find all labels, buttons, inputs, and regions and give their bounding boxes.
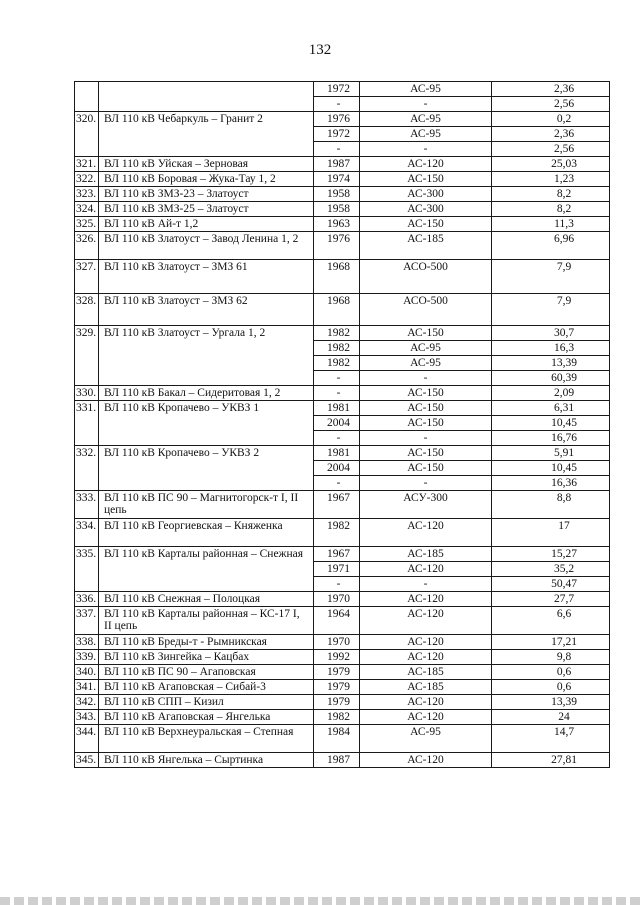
table-row <box>75 82 610 97</box>
wire-brand: АС-95 <box>360 725 492 753</box>
commission-year: 1976 <box>314 232 360 260</box>
commission-year: 1964 <box>314 607 360 635</box>
commission-year: 1987 <box>314 753 360 768</box>
wire-brand: АСО-500 <box>360 260 492 294</box>
wire-brand: АС-150 <box>360 446 492 461</box>
row-number: 333. <box>75 491 99 519</box>
wire-brand: АС-150 <box>360 172 492 187</box>
table-row <box>75 695 610 710</box>
line-name: ВЛ 110 кВ Снежная – Полоцкая <box>99 592 314 607</box>
wire-brand: АС-185 <box>360 232 492 260</box>
line-length: 50,47 <box>492 577 610 592</box>
line-length: 0,6 <box>492 680 610 695</box>
commission-year: 1967 <box>314 491 360 519</box>
commission-year: 1982 <box>314 356 360 371</box>
wire-brand: АС-150 <box>360 401 492 416</box>
row-number: 327. <box>75 260 99 294</box>
commission-year: 1982 <box>314 326 360 341</box>
wire-brand: АС-120 <box>360 635 492 650</box>
table-row <box>75 232 610 260</box>
line-length: 2,36 <box>492 82 610 97</box>
commission-year: 1972 <box>314 127 360 142</box>
line-name: ВЛ 110 кВ ЗМЗ-25 – Златоуст <box>99 202 314 217</box>
line-length: 9,8 <box>492 650 610 665</box>
table-row <box>75 386 610 401</box>
wire-brand: - <box>360 97 492 112</box>
wire-brand: АС-120 <box>360 592 492 607</box>
table-row <box>75 326 610 341</box>
wire-brand: - <box>360 431 492 446</box>
commission-year: 1982 <box>314 519 360 547</box>
line-length: 0,2 <box>492 112 610 127</box>
row-number: 336. <box>75 592 99 607</box>
commission-year: 1958 <box>314 202 360 217</box>
wire-brand: - <box>360 476 492 491</box>
line-name: ВЛ 110 кВ Кропачево – УКВЗ 1 <box>99 401 314 446</box>
commission-year: 1963 <box>314 217 360 232</box>
wire-brand: АС-95 <box>360 112 492 127</box>
wire-brand: АС-120 <box>360 519 492 547</box>
wire-brand: АС-95 <box>360 127 492 142</box>
row-number: 341. <box>75 680 99 695</box>
wire-brand: АС-185 <box>360 665 492 680</box>
line-length: 6,31 <box>492 401 610 416</box>
line-length: 8,2 <box>492 202 610 217</box>
row-number: 345. <box>75 753 99 768</box>
line-length: 27,81 <box>492 753 610 768</box>
line-name: ВЛ 110 кВ Агаповская – Сибай-3 <box>99 680 314 695</box>
table-row <box>75 665 610 680</box>
table-row <box>75 519 610 547</box>
commission-year: 1976 <box>314 112 360 127</box>
row-number: 331. <box>75 401 99 446</box>
line-name: ВЛ 110 кВ Георгиевская – Княженка <box>99 519 314 547</box>
line-length: 27,7 <box>492 592 610 607</box>
wire-brand: АС-150 <box>360 461 492 476</box>
wire-brand: АС-150 <box>360 386 492 401</box>
row-number: 325. <box>75 217 99 232</box>
wire-brand: АС-300 <box>360 187 492 202</box>
commission-year: 2004 <box>314 461 360 476</box>
row-number: 340. <box>75 665 99 680</box>
line-length: 16,3 <box>492 341 610 356</box>
wire-brand: АС-120 <box>360 650 492 665</box>
commission-year: 1987 <box>314 157 360 172</box>
line-length: 2,36 <box>492 127 610 142</box>
line-length: 7,9 <box>492 260 610 294</box>
line-name: ВЛ 110 кВ СПП – Кизил <box>99 695 314 710</box>
row-number: 328. <box>75 294 99 326</box>
line-length: 8,2 <box>492 187 610 202</box>
row-number: 337. <box>75 607 99 635</box>
table-row <box>75 607 610 635</box>
commission-year: - <box>314 97 360 112</box>
row-number: 324. <box>75 202 99 217</box>
table-row <box>75 112 610 127</box>
line-length: 6,6 <box>492 607 610 635</box>
commission-year: 1982 <box>314 710 360 725</box>
line-length: 5,91 <box>492 446 610 461</box>
row-number: 335. <box>75 547 99 592</box>
wire-brand: АСУ-300 <box>360 491 492 519</box>
line-length: 6,96 <box>492 232 610 260</box>
row-number: 329. <box>75 326 99 386</box>
row-number: 326. <box>75 232 99 260</box>
commission-year: 1972 <box>314 82 360 97</box>
table-row <box>75 680 610 695</box>
commission-year: 1979 <box>314 680 360 695</box>
row-number: 338. <box>75 635 99 650</box>
commission-year: 1958 <box>314 187 360 202</box>
table-row <box>75 260 610 294</box>
table-row <box>75 172 610 187</box>
row-number: 321. <box>75 157 99 172</box>
line-name: ВЛ 110 кВ Чебаркуль – Гранит 2 <box>99 112 314 157</box>
table-row <box>75 725 610 753</box>
line-length: 35,2 <box>492 562 610 577</box>
line-length: 7,9 <box>492 294 610 326</box>
line-name: ВЛ 110 кВ Карталы районная – КС-17 I, II цепь <box>99 607 314 635</box>
line-name: ВЛ 110 кВ Кропачево – УКВЗ 2 <box>99 446 314 491</box>
line-name: ВЛ 110 кВ Агаповская – Янгелька <box>99 710 314 725</box>
line-name: ВЛ 110 кВ Зингейка – Кацбах <box>99 650 314 665</box>
row-number: 343. <box>75 710 99 725</box>
commission-year: - <box>314 577 360 592</box>
line-length: 24 <box>492 710 610 725</box>
line-name: ВЛ 110 кВ Златоуст – Ургала 1, 2 <box>99 326 314 386</box>
wire-brand: АС-120 <box>360 710 492 725</box>
wire-brand: - <box>360 371 492 386</box>
line-length: 13,39 <box>492 695 610 710</box>
wire-brand: АС-95 <box>360 82 492 97</box>
row-number: 334. <box>75 519 99 547</box>
commission-year: 1979 <box>314 695 360 710</box>
line-name <box>99 82 314 112</box>
line-name: ВЛ 110 кВ Златоуст – ЗМЗ 61 <box>99 260 314 294</box>
table-row <box>75 217 610 232</box>
line-name: ВЛ 110 кВ Бреды-т - Рымникская <box>99 635 314 650</box>
table-row <box>75 710 610 725</box>
row-number: 330. <box>75 386 99 401</box>
line-name: ВЛ 110 кВ Верхнеуральская – Степная <box>99 725 314 753</box>
commission-year: 1981 <box>314 401 360 416</box>
line-length: 13,39 <box>492 356 610 371</box>
commission-year: 1984 <box>314 725 360 753</box>
line-length: 2,56 <box>492 142 610 157</box>
commission-year: 1967 <box>314 547 360 562</box>
wire-brand: - <box>360 577 492 592</box>
wire-brand: АСО-500 <box>360 294 492 326</box>
commission-year: - <box>314 142 360 157</box>
commission-year: - <box>314 476 360 491</box>
line-name: ВЛ 110 кВ ПС 90 – Магнитогорск-т I, II цепь <box>99 491 314 519</box>
wire-brand: АС-120 <box>360 157 492 172</box>
line-length: 8,8 <box>492 491 610 519</box>
line-length: 14,7 <box>492 725 610 753</box>
wire-brand: АС-185 <box>360 547 492 562</box>
page-number: 132 <box>308 42 332 58</box>
commission-year: 1982 <box>314 341 360 356</box>
line-length: 25,03 <box>492 157 610 172</box>
row-number: 322. <box>75 172 99 187</box>
line-length: 1,23 <box>492 172 610 187</box>
line-length: 30,7 <box>492 326 610 341</box>
wire-brand: - <box>360 142 492 157</box>
line-name: ВЛ 110 кВ Златоуст – ЗМЗ 62 <box>99 294 314 326</box>
line-name: ВЛ 110 кВ ПС 90 – Агаповская <box>99 665 314 680</box>
commission-year: - <box>314 431 360 446</box>
line-length: 16,76 <box>492 431 610 446</box>
line-name: ВЛ 110 кВ Уйская – Зерновая <box>99 157 314 172</box>
table-row <box>75 294 610 326</box>
wire-brand: АС-120 <box>360 607 492 635</box>
line-length: 16,36 <box>492 476 610 491</box>
row-number: 323. <box>75 187 99 202</box>
table-row <box>75 635 610 650</box>
commission-year: 1968 <box>314 260 360 294</box>
line-length: 10,45 <box>492 461 610 476</box>
line-length: 0,6 <box>492 665 610 680</box>
table-row <box>75 650 610 665</box>
table-row <box>75 592 610 607</box>
commission-year: 1974 <box>314 172 360 187</box>
table-row <box>75 401 610 416</box>
line-name: ВЛ 110 кВ Янгелька – Сыртинка <box>99 753 314 768</box>
power-lines-table <box>74 81 610 768</box>
row-number: 344. <box>75 725 99 753</box>
line-length: 10,45 <box>492 416 610 431</box>
commission-year: 1968 <box>314 294 360 326</box>
line-length: 60,39 <box>492 371 610 386</box>
row-number: 332. <box>75 446 99 491</box>
line-length: 11,3 <box>492 217 610 232</box>
wire-brand: АС-120 <box>360 753 492 768</box>
commission-year: 1981 <box>314 446 360 461</box>
table-row <box>75 202 610 217</box>
wire-brand: АС-150 <box>360 416 492 431</box>
line-length: 2,09 <box>492 386 610 401</box>
commission-year: 1992 <box>314 650 360 665</box>
line-length: 17,21 <box>492 635 610 650</box>
wire-brand: АС-185 <box>360 680 492 695</box>
commission-year: 1970 <box>314 635 360 650</box>
commission-year: 1979 <box>314 665 360 680</box>
table-row <box>75 547 610 562</box>
table-row <box>75 157 610 172</box>
wire-brand: АС-120 <box>360 562 492 577</box>
wire-brand: АС-300 <box>360 202 492 217</box>
table-row <box>75 753 610 768</box>
line-name: ВЛ 110 кВ Златоуст – Завод Ленина 1, 2 <box>99 232 314 260</box>
wire-brand: АС-95 <box>360 356 492 371</box>
table-row <box>75 491 610 519</box>
commission-year: - <box>314 371 360 386</box>
line-length: 15,27 <box>492 547 610 562</box>
line-name: ВЛ 110 кВ Карталы районная – Снежная <box>99 547 314 592</box>
line-name: ВЛ 110 кВ Боровая – Жука-Тау 1, 2 <box>99 172 314 187</box>
line-name: ВЛ 110 кВ Бакал – Сидеритовая 1, 2 <box>99 386 314 401</box>
line-name: ВЛ 110 кВ ЗМЗ-23 – Златоуст <box>99 187 314 202</box>
commission-year: 1970 <box>314 592 360 607</box>
commission-year: - <box>314 386 360 401</box>
row-number: 320. <box>75 112 99 157</box>
row-number: 339. <box>75 650 99 665</box>
row-number: 342. <box>75 695 99 710</box>
line-name: ВЛ 110 кВ Ай-т 1,2 <box>99 217 314 232</box>
row-number <box>75 82 99 112</box>
page-bottom-edge <box>0 897 640 905</box>
wire-brand: АС-95 <box>360 341 492 356</box>
line-length: 17 <box>492 519 610 547</box>
line-length: 2,56 <box>492 97 610 112</box>
table-row <box>75 187 610 202</box>
commission-year: 2004 <box>314 416 360 431</box>
wire-brand: АС-150 <box>360 326 492 341</box>
table-row <box>75 446 610 461</box>
wire-brand: АС-120 <box>360 695 492 710</box>
wire-brand: АС-150 <box>360 217 492 232</box>
commission-year: 1971 <box>314 562 360 577</box>
